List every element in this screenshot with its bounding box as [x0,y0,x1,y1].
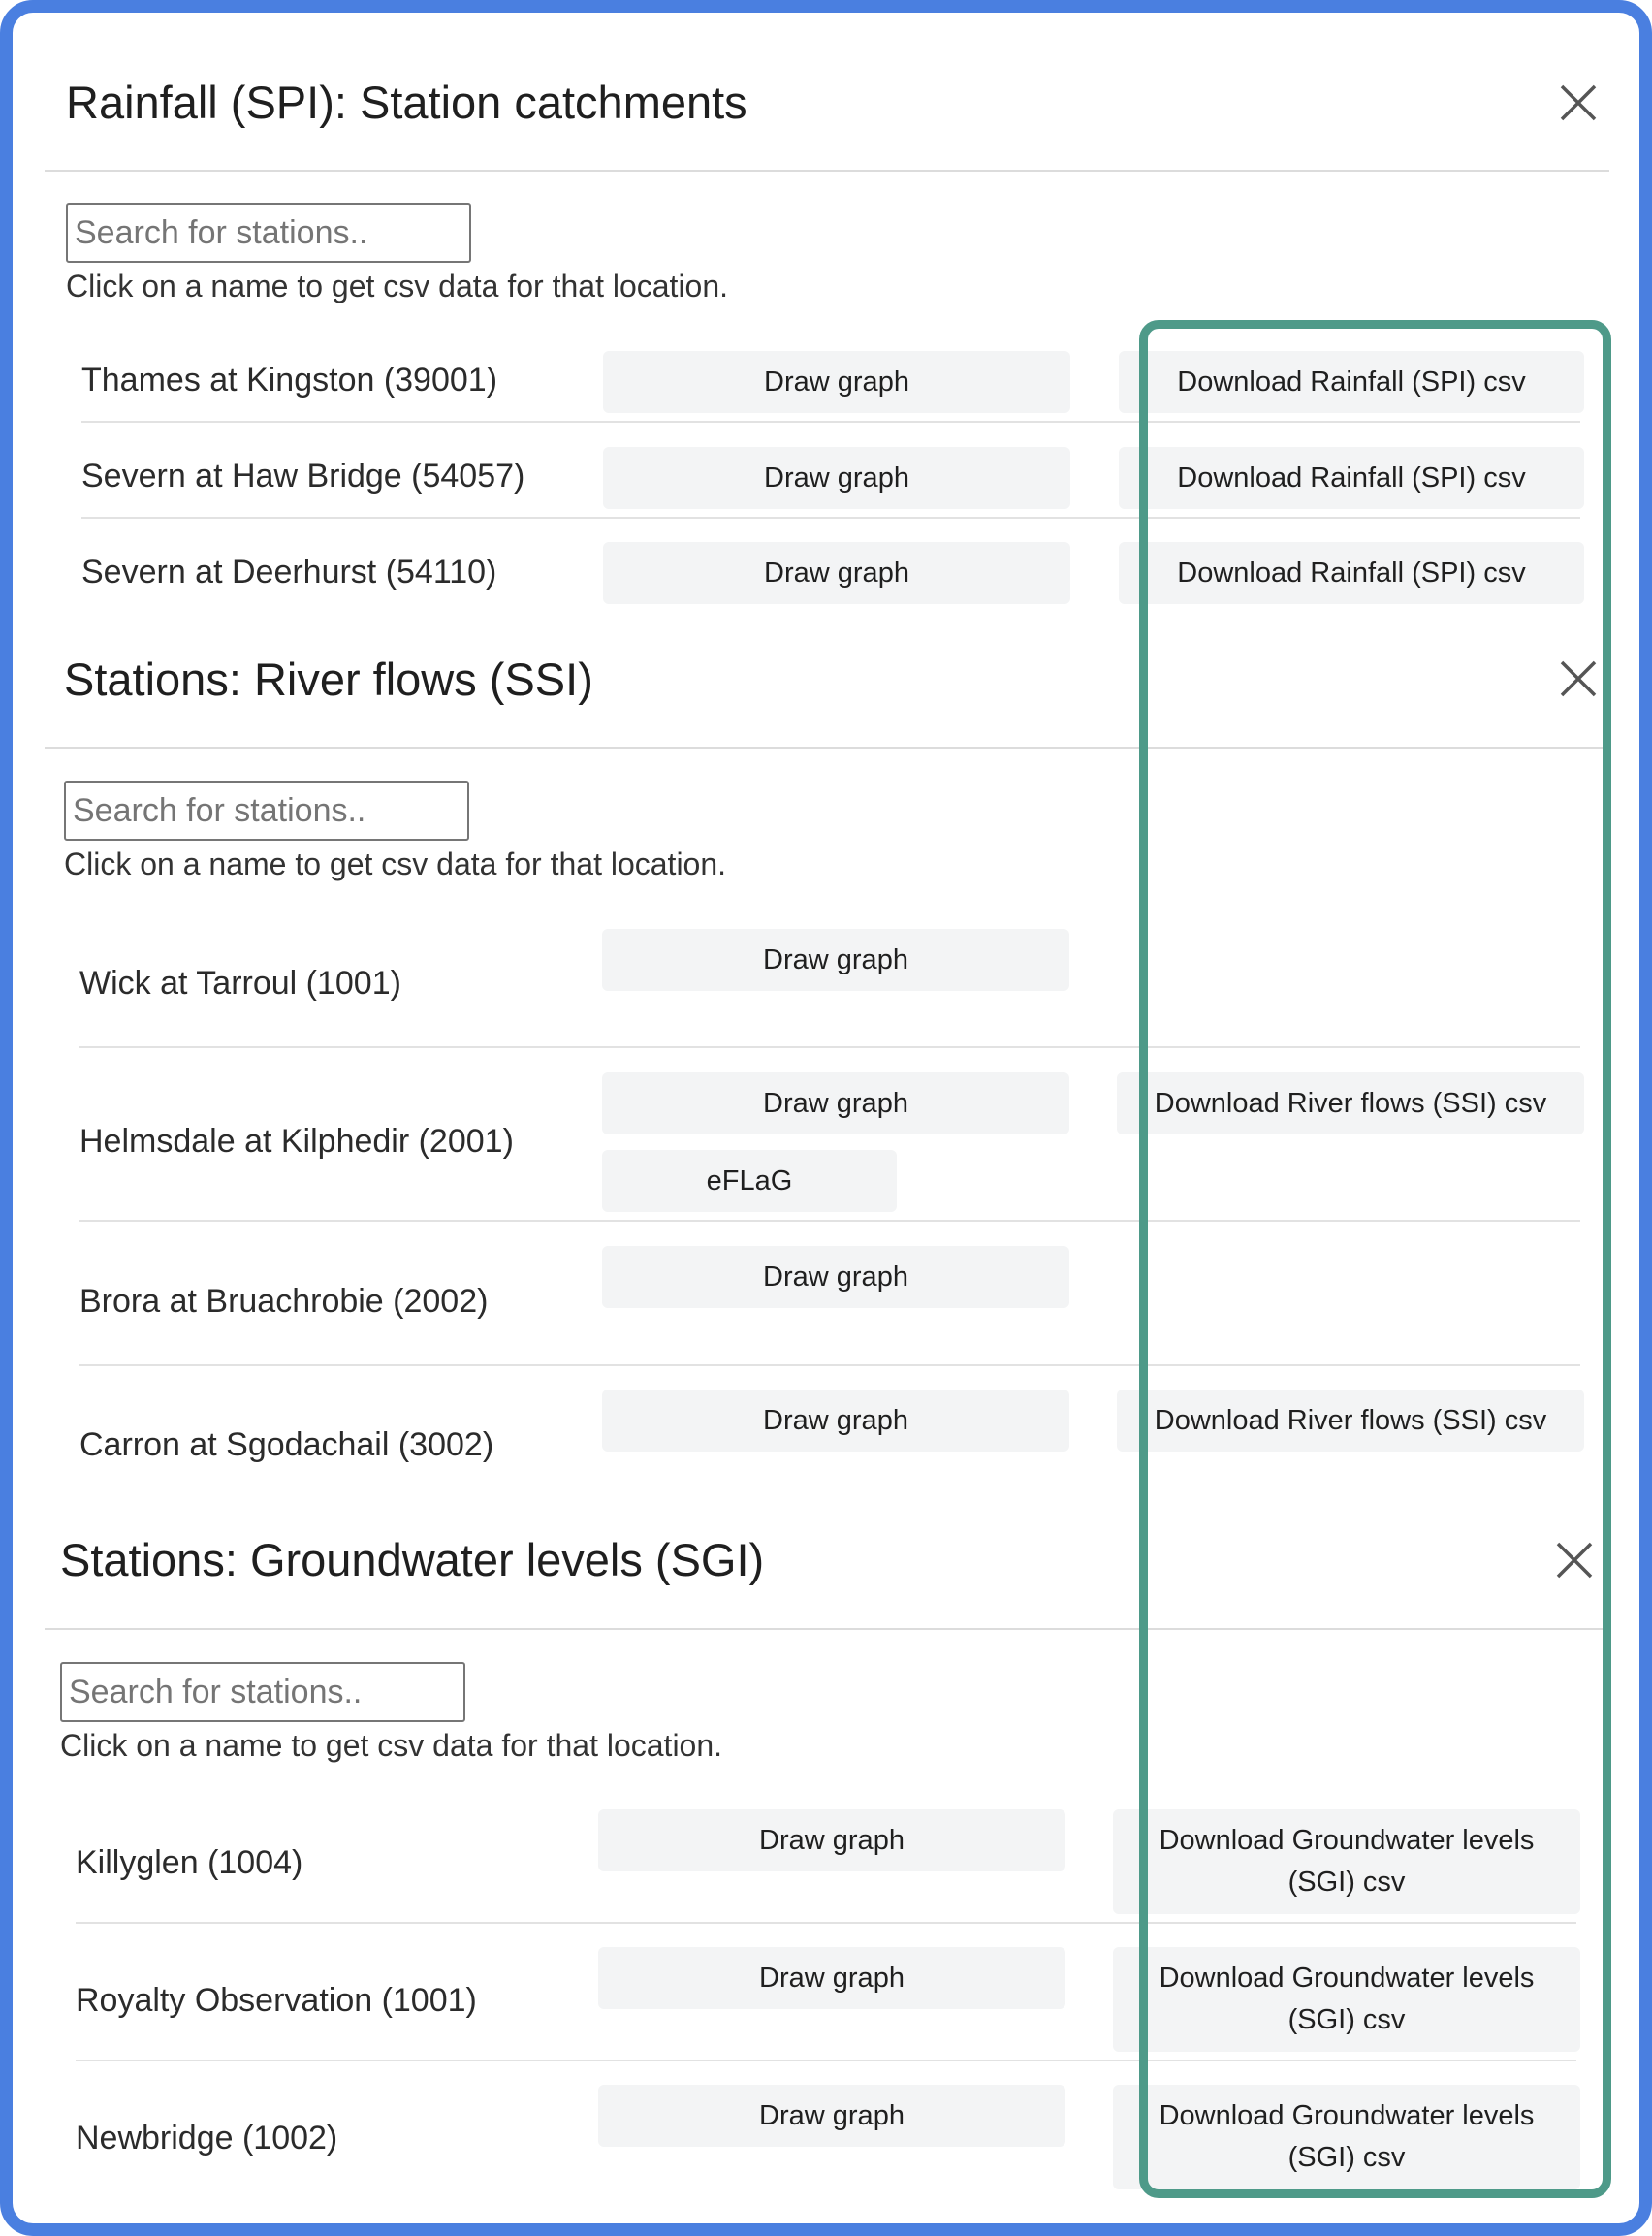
row-divider [81,421,1580,423]
download-csv-button[interactable]: Download River flows (SSI) csv [1117,1390,1584,1452]
row-divider [79,1364,1580,1366]
search-input[interactable] [66,203,471,263]
draw-graph-button[interactable]: Draw graph [603,447,1070,509]
draw-graph-button[interactable]: Draw graph [602,929,1069,991]
panel-title: Stations: River flows (SSI) [64,654,593,705]
download-csv-button[interactable]: Download Groundwater levels (SGI) csv [1113,1809,1580,1914]
download-csv-button[interactable]: Download Groundwater levels (SGI) csv [1113,1947,1580,2052]
download-csv-button[interactable]: Download Groundwater levels (SGI) csv [1113,2085,1580,2189]
station-name[interactable]: Newbridge (1002) [76,2120,338,2156]
station-name[interactable]: Severn at Haw Bridge (54057) [81,458,525,495]
draw-graph-button[interactable]: Draw graph [598,1947,1065,2009]
close-icon [1559,83,1598,122]
draw-graph-button[interactable]: Draw graph [602,1246,1069,1308]
close-button[interactable] [1559,83,1598,122]
station-name[interactable]: Helmsdale at Kilphedir (2001) [79,1123,514,1160]
draw-graph-button[interactable]: Draw graph [598,1809,1065,1871]
eflag-button[interactable]: eFLaG [602,1150,897,1212]
hint-text: Click on a name to get csv data for that location. [64,846,727,881]
station-name[interactable]: Royalty Observation (1001) [76,1982,477,2019]
draw-graph-button[interactable]: Draw graph [603,542,1070,604]
close-icon [1559,659,1598,698]
row-divider [76,2060,1576,2061]
close-button[interactable] [1555,1541,1594,1580]
divider [45,747,1609,749]
draw-graph-button[interactable]: Draw graph [603,351,1070,413]
divider [45,170,1609,172]
download-csv-button[interactable]: Download River flows (SSI) csv [1117,1072,1584,1134]
draw-graph-button[interactable]: Draw graph [602,1072,1069,1134]
row-divider [79,1046,1580,1048]
station-name[interactable]: Brora at Bruachrobie (2002) [79,1283,489,1320]
divider [45,1628,1605,1630]
download-csv-button[interactable]: Download Rainfall (SPI) csv [1119,351,1584,413]
hint-text: Click on a name to get csv data for that location. [66,269,729,303]
search-input[interactable] [64,781,469,841]
close-button[interactable] [1559,659,1598,698]
station-name[interactable]: Carron at Sgodachail (3002) [79,1426,494,1463]
close-icon [1555,1541,1594,1580]
draw-graph-button[interactable]: Draw graph [602,1390,1069,1452]
download-csv-button[interactable]: Download Rainfall (SPI) csv [1119,447,1584,509]
draw-graph-button[interactable]: Draw graph [598,2085,1065,2147]
station-name[interactable]: Severn at Deerhurst (54110) [81,554,497,591]
station-name[interactable]: Wick at Tarroul (1001) [79,965,401,1002]
station-name[interactable]: Killyglen (1004) [76,1844,303,1881]
row-divider [81,517,1580,519]
panel-title: Rainfall (SPI): Station catchments [66,77,747,128]
row-divider [79,1220,1580,1222]
hint-text: Click on a name to get csv data for that location. [60,1728,723,1763]
download-csv-button[interactable]: Download Rainfall (SPI) csv [1119,542,1584,604]
station-name[interactable]: Thames at Kingston (39001) [81,362,498,399]
search-input[interactable] [60,1662,465,1722]
row-divider [76,1922,1576,1924]
panel-title: Stations: Groundwater levels (SGI) [60,1534,765,1585]
